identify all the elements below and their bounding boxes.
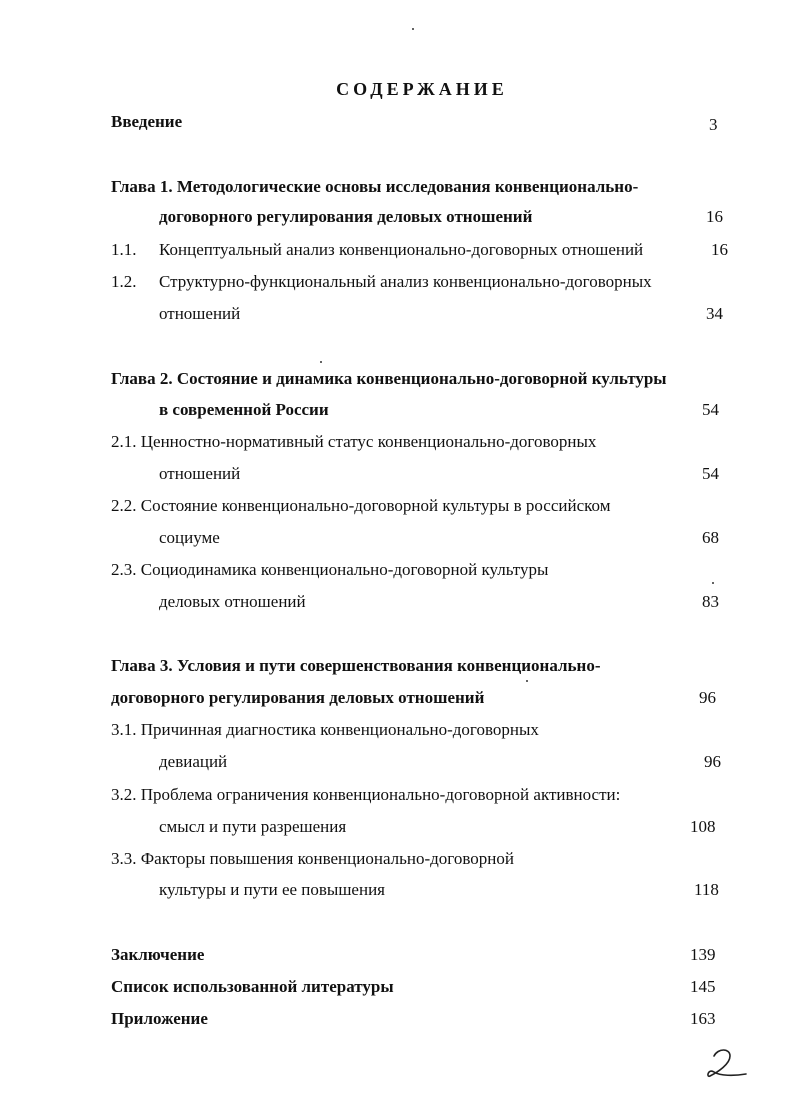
section-3-3-page: 118 bbox=[694, 880, 719, 899]
section-3-1-title-line2: девиаций bbox=[159, 752, 228, 771]
chapter2-title-line2: в современной России bbox=[159, 400, 329, 419]
chapter3-page: 96 bbox=[699, 688, 716, 707]
toc-title: СОДЕРЖАНИЕ bbox=[336, 79, 508, 99]
section-1-1-number: 1.1. bbox=[111, 240, 137, 259]
section-3-2-title-line2: смысл и пути разрешения bbox=[159, 817, 347, 836]
section-2-1-title-line1: 2.1. Ценностно-нормативный статус конвенционально-договорных bbox=[111, 432, 597, 451]
section-1-2-page: 34 bbox=[706, 304, 723, 323]
chapter2-page: 54 bbox=[702, 400, 719, 419]
section-3-2-title-line1: 3.2. Проблема ограничения конвенционально-договорной активности: bbox=[111, 785, 621, 804]
section-3-3-title-line2: культуры и пути ее повышения bbox=[159, 880, 385, 899]
section-2-2-page: 68 bbox=[702, 528, 719, 547]
handwritten-page-number-icon bbox=[700, 1044, 760, 1084]
section-3-1-title-line1: 3.1. Причинная диагностика конвенционально-договорных bbox=[111, 720, 539, 739]
scan-speck bbox=[526, 680, 528, 682]
chapter1-title-line1: Глава 1. Методологические основы исследования конвенционально- bbox=[111, 177, 639, 196]
section-1-1-title: Концептуальный анализ конвенционально-договорных отношений bbox=[159, 240, 644, 259]
section-1-1-page: 16 bbox=[711, 240, 728, 259]
section-2-3-title-line1: 2.3. Социодинамика конвенционально-договорной культуры bbox=[111, 560, 549, 579]
chapter3-title-line2: договорного регулирования деловых отношений bbox=[111, 688, 485, 707]
toc-bibliography-page: 145 bbox=[690, 977, 716, 996]
toc-bibliography-label: Список использованной литературы bbox=[111, 977, 394, 996]
chapter1-title-line2: договорного регулирования деловых отношений bbox=[159, 207, 533, 226]
section-2-2-title-line1: 2.2. Состояние конвенционально-договорной культуры в российском bbox=[111, 496, 611, 515]
section-3-2-page: 108 bbox=[690, 817, 716, 836]
section-2-1-page: 54 bbox=[702, 464, 719, 483]
section-3-1-page: 96 bbox=[704, 752, 721, 771]
toc-conclusion-label: Заключение bbox=[111, 945, 205, 964]
toc-intro-label: Введение bbox=[111, 112, 183, 131]
section-1-2-title-line1: Структурно-функциональный анализ конвенционально-договорных bbox=[159, 272, 652, 291]
section-2-2-title-line2: социуме bbox=[159, 528, 220, 547]
chapter2-title-line1: Глава 2. Состояние и динамика конвенционально-договорной культуры bbox=[111, 369, 667, 388]
section-2-1-title-line2: отношений bbox=[159, 464, 241, 483]
scan-speck bbox=[412, 28, 414, 30]
toc-conclusion-page: 139 bbox=[690, 945, 716, 964]
chapter1-page: 16 bbox=[706, 207, 723, 226]
section-1-2-title-line2: отношений bbox=[159, 304, 241, 323]
toc-appendix-page: 163 bbox=[690, 1009, 716, 1028]
scan-speck bbox=[712, 582, 714, 584]
chapter3-title-line1: Глава 3. Условия и пути совершенствования конвенционально- bbox=[111, 656, 601, 675]
toc-appendix-label: Приложение bbox=[111, 1009, 208, 1028]
scan-speck bbox=[320, 361, 322, 363]
section-1-2-number: 1.2. bbox=[111, 272, 137, 291]
section-2-3-page: 83 bbox=[702, 592, 719, 611]
toc-intro-page: 3 bbox=[709, 115, 718, 134]
section-2-3-title-line2: деловых отношений bbox=[159, 592, 306, 611]
section-3-3-title-line1: 3.3. Факторы повышения конвенционально-договорной bbox=[111, 849, 514, 868]
